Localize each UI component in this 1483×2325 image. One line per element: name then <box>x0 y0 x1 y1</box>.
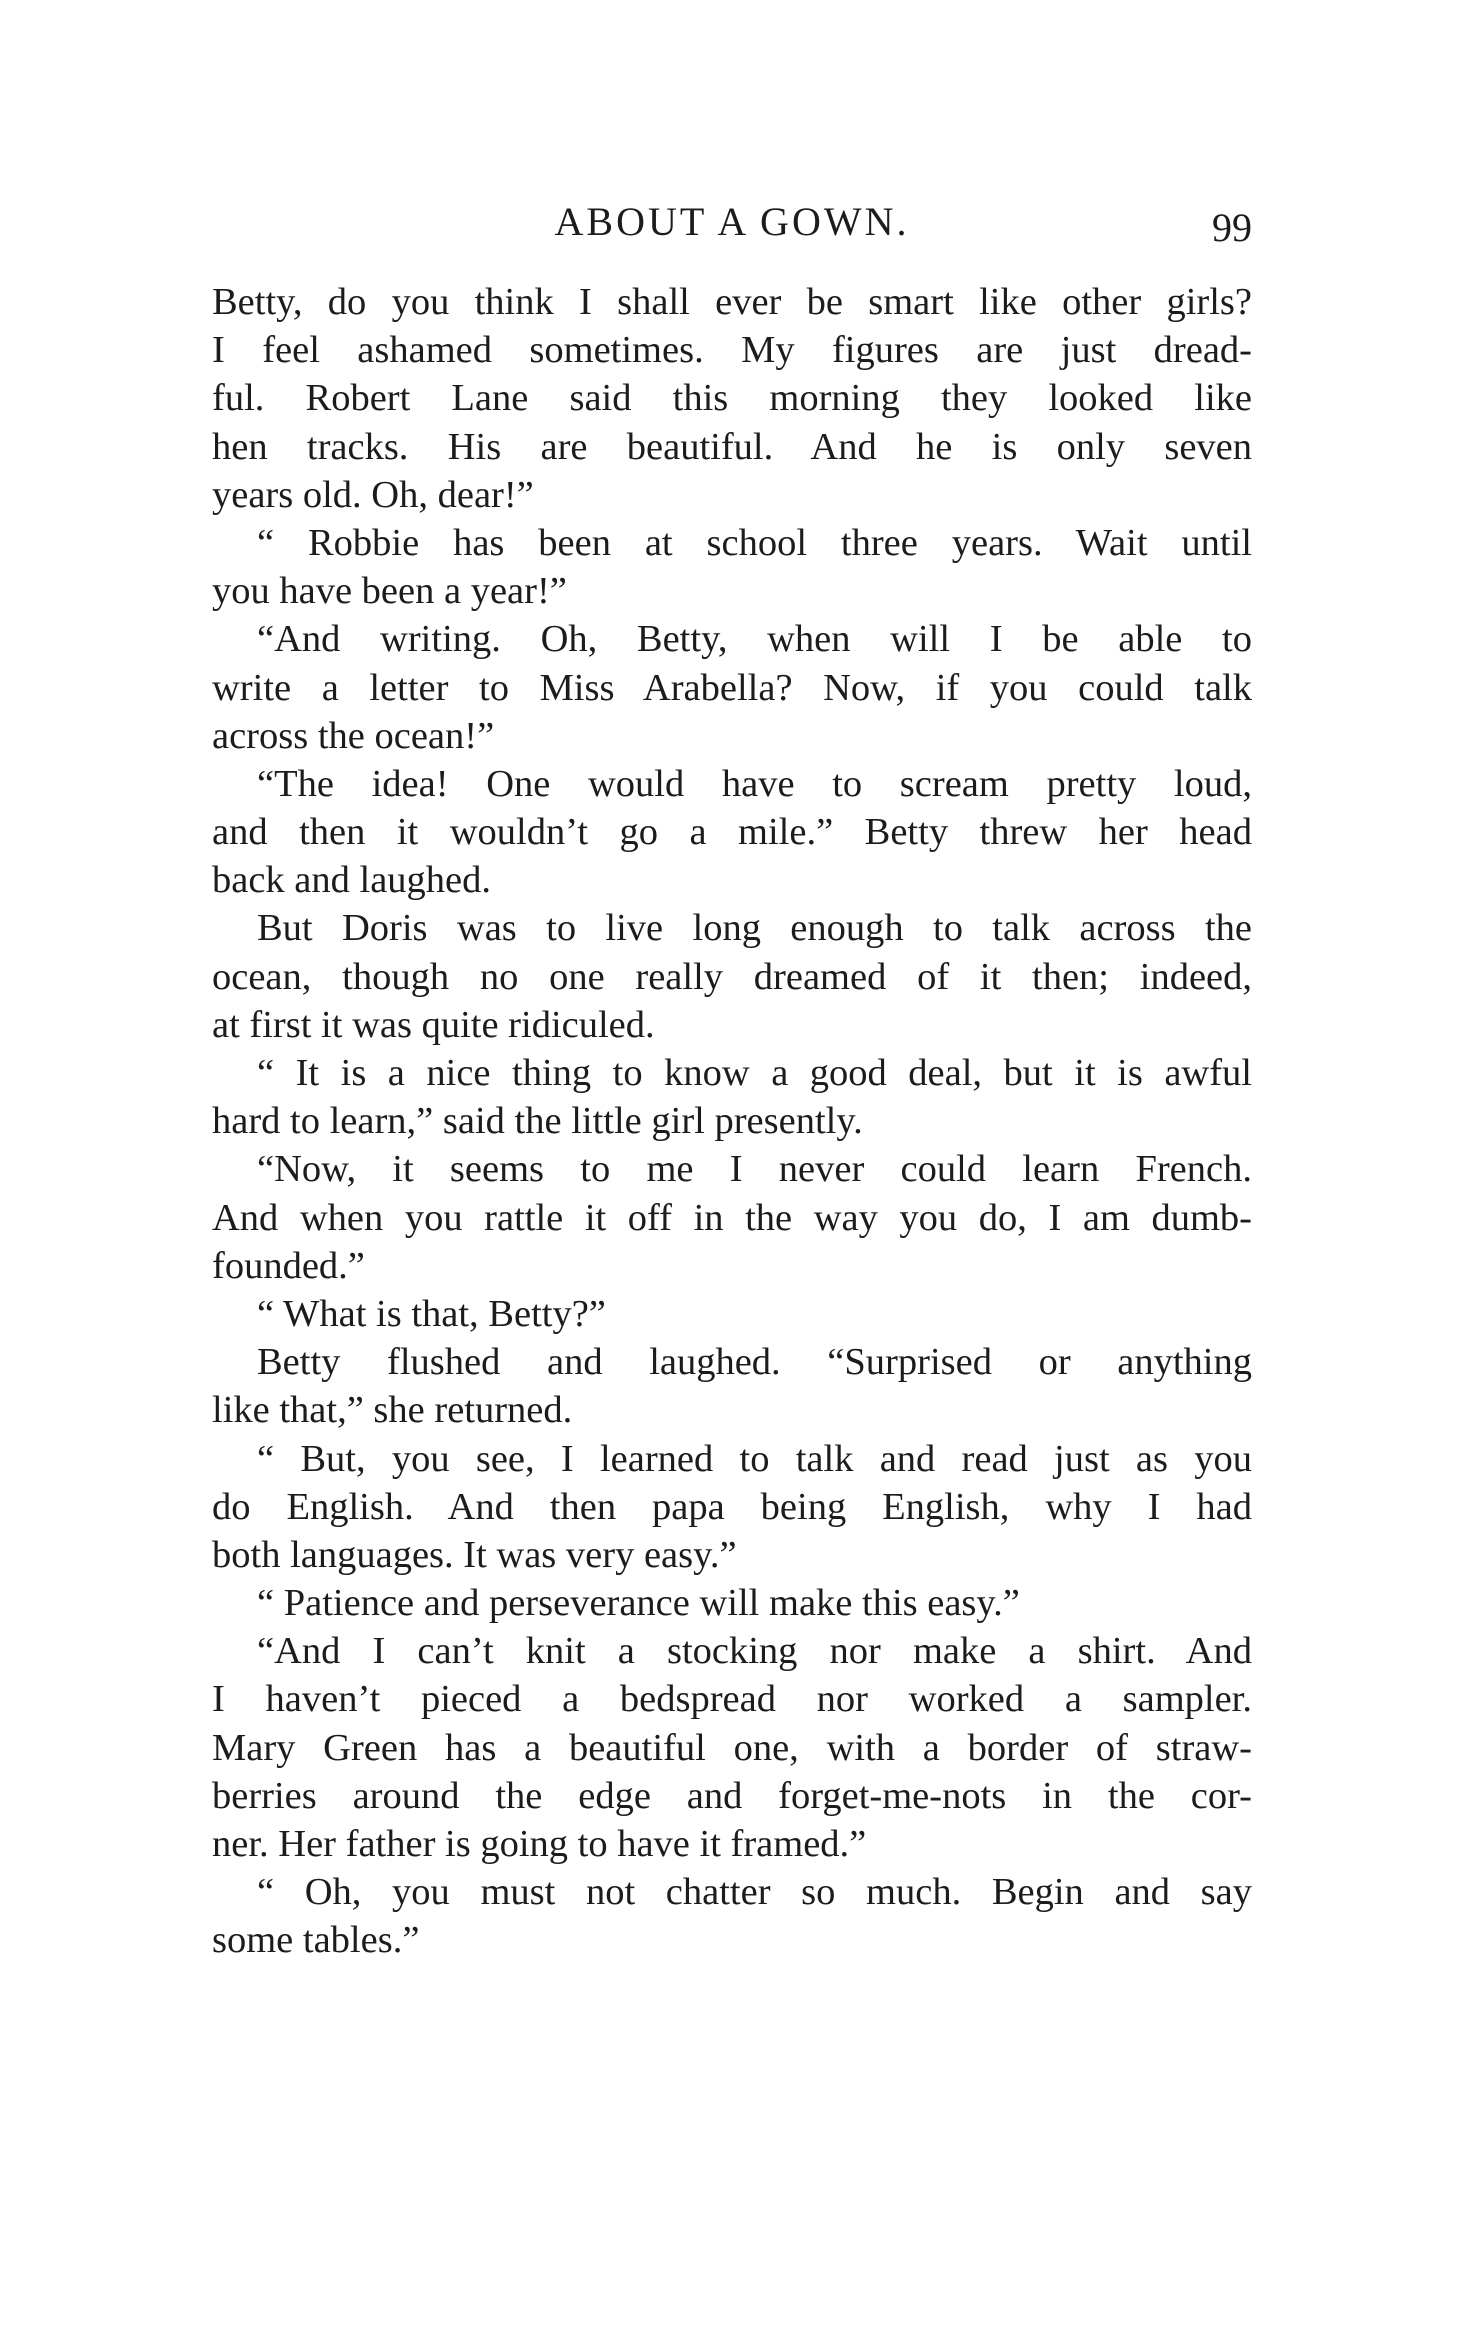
paragraph <box>212 1338 1252 1434</box>
text-line: “The idea! One would have to scream pretty loud, <box>257 762 1252 805</box>
text-line: ner. Her father is going to have it framed.” <box>212 1823 867 1865</box>
text-line: berries around the edge and forget-me-nots in the cor- <box>212 1774 1252 1817</box>
text-line: founded.” <box>212 1244 365 1287</box>
text-line: “ But, you see, I learned to talk and read just as you <box>257 1437 1252 1480</box>
text-line: “And writing. Oh, Betty, when will I be able to <box>257 618 1252 661</box>
paragraph <box>212 1290 1252 1338</box>
text-line: hen tracks. His are beautiful. And he is only seven <box>212 425 1252 468</box>
text-line: ful. Robert Lane said this morning they looked like <box>212 377 1252 420</box>
text-line: you have been a year!” <box>212 570 567 613</box>
text-line: I haven’t pieced a bedspread nor worked a sampler. <box>212 1678 1252 1721</box>
text-line: both languages. It was very easy.” <box>212 1533 737 1576</box>
running-title: ABOUT A GOWN. <box>554 199 910 244</box>
paragraph <box>212 1579 1252 1627</box>
page-number: 99 <box>1212 205 1252 250</box>
text-line: back and laughed. <box>212 859 492 902</box>
paragraph <box>212 615 1252 760</box>
paragraph <box>212 278 1252 519</box>
text-line: “ What is that, Betty?” <box>257 1292 606 1335</box>
text-line: “ Patience and perseverance will make this easy.” <box>257 1582 1020 1625</box>
text-line: and then it wouldn’t go a mile.” Betty threw her head <box>212 811 1252 854</box>
text-line: ocean, though no one really dreamed of it then; indeed, <box>212 955 1252 998</box>
text-line: some tables.” <box>212 1919 420 1962</box>
text-line: But Doris was to live long enough to talk across the <box>257 907 1252 950</box>
text-line: Betty, do you think I shall ever be smart like other girls? <box>212 281 1252 323</box>
text-line: “ It is a nice thing to know a good deal, but it is awful <box>257 1052 1252 1094</box>
text-line: And when you rattle it off in the way you do, I am dumb- <box>212 1196 1252 1239</box>
text-line: like that,” she returned. <box>212 1389 573 1432</box>
text-line: across the ocean!” <box>212 714 495 757</box>
text-line: “ Oh, you must not chatter so much. Begin and say <box>257 1871 1252 1914</box>
text-line: at first it was quite ridiculed. <box>212 1003 655 1046</box>
running-head <box>212 192 1252 252</box>
paragraph <box>212 1868 1252 1964</box>
paragraph <box>212 904 1252 1049</box>
text-line: write a letter to Miss Arabella? Now, if you could talk <box>212 666 1252 709</box>
paragraph <box>212 1435 1252 1580</box>
text-line: hard to learn,” said the little girl presently. <box>212 1100 863 1143</box>
text-line: I feel ashamed sometimes. My figures are just dread- <box>212 329 1252 372</box>
text-line: “And I can’t knit a stocking nor make a shirt. And <box>257 1630 1252 1673</box>
paragraph <box>212 519 1252 615</box>
text-line: Betty flushed and laughed. “Surprised or anything <box>257 1341 1252 1384</box>
body-text <box>212 278 1252 1965</box>
paragraph <box>212 1145 1252 1290</box>
text-line: do English. And then papa being English, why I had <box>212 1485 1252 1528</box>
text-line: “Now, it seems to me I never could learn French. <box>257 1148 1252 1191</box>
text-line: Mary Green has a beautiful one, with a border of straw- <box>212 1726 1252 1769</box>
paragraph <box>212 1627 1252 1868</box>
paragraph <box>212 1049 1252 1145</box>
text-line: years old. Oh, dear!” <box>212 473 534 516</box>
paragraph <box>212 760 1252 905</box>
text-line: “ Robbie has been at school three years. Wait until <box>257 521 1252 564</box>
